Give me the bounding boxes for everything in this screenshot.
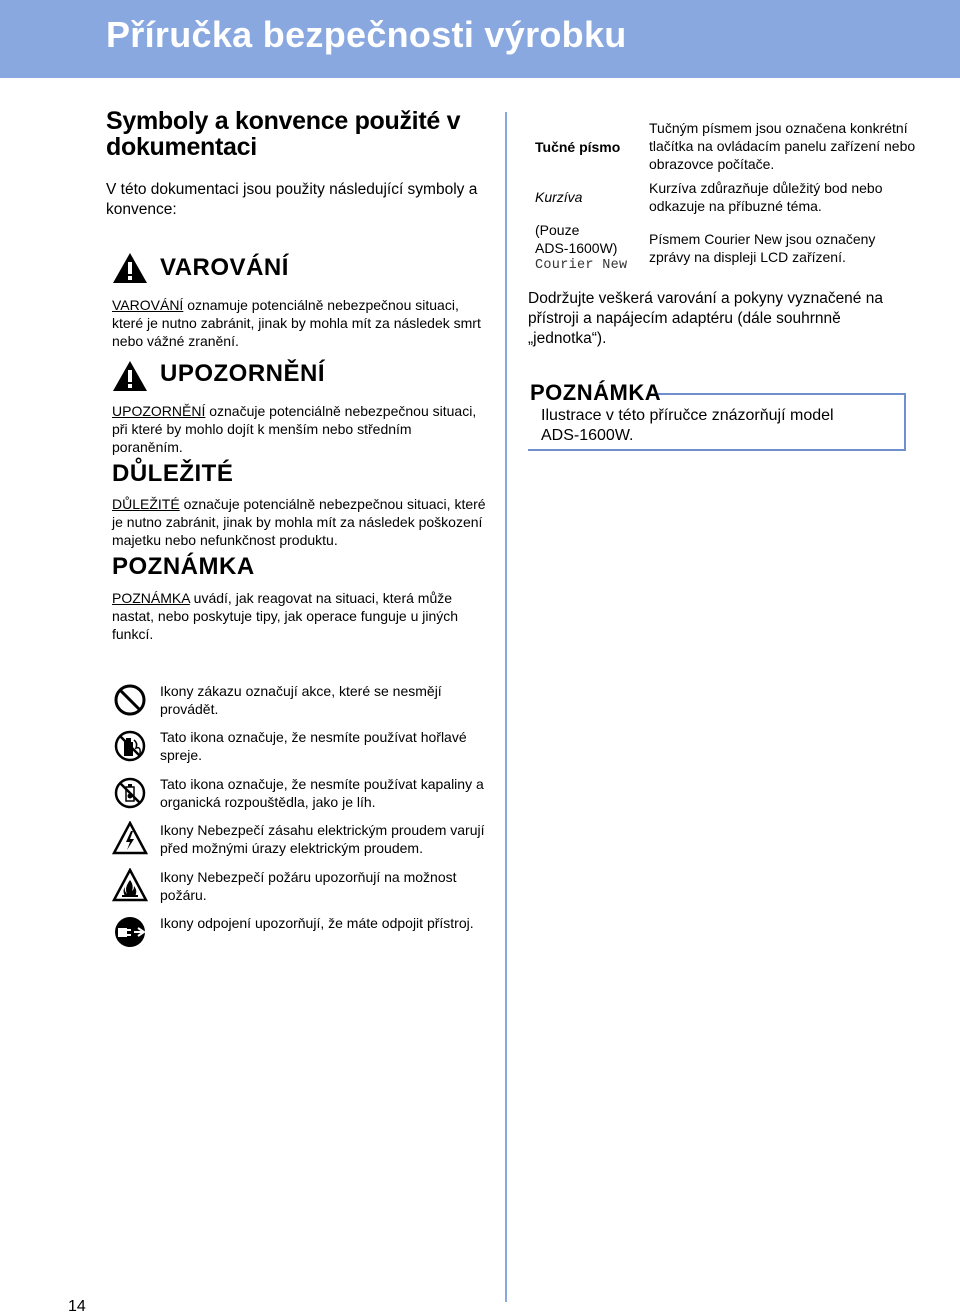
warning-triangle-icon [112, 252, 148, 284]
important-title: DŮLEŽITÉ [112, 460, 234, 487]
convention-desc-courier: Písmem Courier New jsou označeny zprávy na displeji LCD zařízení. [649, 231, 876, 265]
important-text [112, 495, 492, 549]
icon-description: Tato ikona označuje, že nesmíte používat hořlavé spreje. [160, 729, 467, 763]
convention-term-bold: Tučné písmo [535, 139, 621, 155]
warning-term: VAROVÁNÍ [112, 297, 184, 313]
unplug-icon [112, 914, 152, 950]
no-flammable-spray-icon [112, 728, 152, 764]
header-banner [0, 0, 960, 78]
icon-description: Ikony Nebezpečí zásahu elektrickým proudem varují před možnými úrazy elektrickým proudem. [160, 822, 485, 856]
note-text [112, 589, 492, 643]
caution-term: UPOZORNĚNÍ [112, 403, 206, 419]
caution-text [112, 402, 482, 456]
note-title: POZNÁMKA [112, 553, 255, 580]
intro-text: V této dokumentaci jsou použity následující symboly a konvence: [106, 181, 478, 218]
page-number: 14 [68, 1298, 86, 1315]
icon-description: Ikony Nebezpečí požáru upozorňují na možnost požáru. [160, 869, 457, 903]
no-solvents-icon [112, 775, 152, 811]
column-divider [505, 112, 507, 1302]
caution-triangle-icon [112, 360, 148, 392]
icon-description: Ikony odpojení upozorňují, že máte odpojit přístroj. [160, 915, 474, 931]
right-note-title: POZNÁMKA [530, 380, 662, 405]
warning-title: VAROVÁNÍ [160, 254, 289, 281]
caution-description: označuje potenciálně nebezpečnou situaci, při které by mohlo dojít k menším nebo středním poraněním. [112, 403, 477, 455]
warning-description: oznamuje potenciálně nebezpečnou situaci, které je nutno zabránit, jinak by mohla mít za následek smrt nebo vážné zranění. [112, 297, 481, 349]
convention-term-italic: Kurzíva [535, 189, 583, 205]
convention-desc-bold: Tučným písmem jsou označena konkrétní tlačítka na ovládacím panelu zařízení nebo obrazovce počítače. [649, 120, 916, 172]
convention-term-model: ADS-1600W) [535, 240, 618, 256]
prohibition-icon [112, 682, 152, 718]
convention-desc-italic: Kurzíva zdůrazňuje důležitý bod nebo odkazuje na příbuzné téma. [649, 180, 883, 214]
section-title: Symboly a konvence použité v dokumentaci [106, 107, 461, 161]
important-term: DŮLEŽITÉ [112, 496, 180, 512]
convention-term-note: (Pouze [535, 222, 580, 238]
important-description: označuje potenciálně nebezpečnou situaci, které je nutno zabránit, jinak by mohla mít za následek poškození majetku nebo nefunkčnost produktu. [112, 496, 486, 548]
page-title: Příručka bezpečnosti výrobku [106, 14, 627, 55]
convention-term-font: Courier New [535, 258, 628, 273]
safety-instructions-text: Dodržujte veškerá varování a pokyny vyznačené na přístroji a napájecím adaptéru (dále souhrnně „jednotka“). [528, 290, 883, 347]
caution-title: UPOZORNĚNÍ [160, 360, 326, 387]
convention-term-courier [535, 221, 645, 275]
note-term: POZNÁMKA [112, 590, 190, 606]
note-description: uvádí, jak reagovat na situaci, která může nastat, nebo poskytuje tipy, jak operace funguje u jiných funkcí. [112, 590, 459, 642]
warning-text [112, 296, 492, 350]
fire-hazard-icon [112, 868, 152, 904]
right-note-text: Ilustrace v této příručce znázorňují model ADS-1600W. [541, 407, 834, 444]
icon-description: Tato ikona označuje, že nesmíte používat kapaliny a organická rozpouštědla, jako je líh. [160, 776, 484, 810]
icon-description: Ikony zákazu označují akce, které se nesmějí provádět. [160, 683, 442, 717]
electrical-hazard-icon [112, 821, 152, 857]
